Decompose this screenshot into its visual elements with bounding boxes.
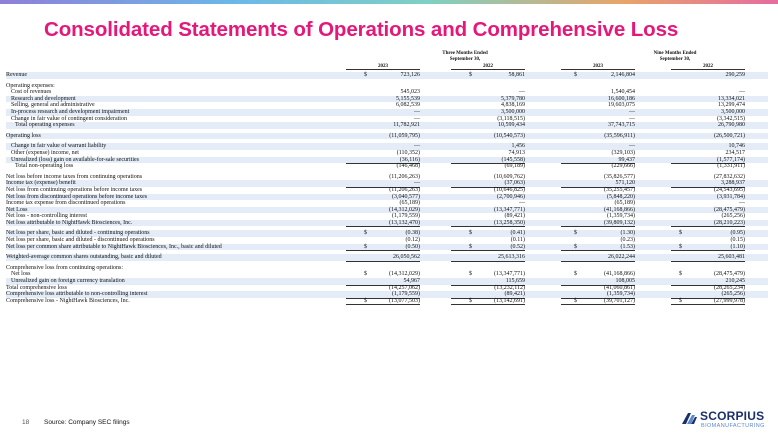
value-cell: 10,599,434 (498, 122, 525, 129)
dollar-sign: $ (679, 230, 682, 237)
value-cell: — (629, 108, 635, 115)
dollar-sign: $ (679, 297, 682, 304)
value-cell: (0.95) (730, 230, 745, 237)
value-cell: (11,206,263) (389, 186, 420, 193)
dollar-sign: $ (364, 271, 367, 278)
year-col-2: 2022 (451, 64, 525, 70)
value-cell: 4,838,169 (501, 102, 525, 109)
table-row (6, 207, 768, 214)
page-number: 18 (22, 419, 30, 426)
source-note: Source: Company SEC filings (44, 419, 130, 426)
value-cell: (13,258,350) (451, 220, 525, 228)
row-label: Change in fair value of contingent consideration (11, 115, 127, 122)
value-cell: (13,142,691) (451, 298, 525, 306)
value-cell: 723,126 (400, 72, 420, 78)
value-cell: (28,210,223) (671, 220, 745, 228)
value-cell: 1,540,454 (611, 89, 635, 96)
value-cell: (36,116) (346, 157, 420, 165)
row-label: Income tax expense from discontinued operations (6, 200, 126, 207)
value-cell: — (414, 143, 420, 150)
row-label: Net loss before income taxes from continuing operations (6, 173, 143, 180)
value-cell: (13,077,503) (346, 298, 420, 306)
value-cell: (14,312,029) (389, 271, 420, 278)
value-cell: (26,500,721) (714, 132, 745, 139)
value-cell: (3,931,784) (717, 193, 745, 200)
dollar-sign: $ (469, 230, 472, 237)
value-cell: — (346, 116, 420, 124)
company-logo (680, 408, 772, 432)
value-cell: (0.12) (346, 237, 420, 245)
value-cell: — (414, 108, 420, 115)
value-cell: (65,189) (346, 200, 420, 208)
value-cell: (10,609,762) (494, 173, 525, 180)
table-row (6, 150, 768, 157)
value-cell: (69,189) (504, 163, 525, 170)
value-cell: 13,299,474 (718, 102, 745, 109)
row-label: Weighted-average common shares outstanding, basic and diluted (6, 254, 162, 261)
value-cell: (1,179,559) (346, 291, 420, 299)
value-cell: — (671, 200, 745, 208)
value-cell: 58,861 (508, 72, 525, 78)
dollar-sign: $ (574, 271, 577, 278)
value-cell: — (739, 89, 745, 96)
value-cell: (3,040,577) (392, 193, 420, 200)
value-cell: 5,379,780 (501, 95, 525, 102)
value-cell: 99,437 (561, 157, 635, 165)
three-months-sublabel: September 30, (449, 57, 481, 62)
table-row (6, 174, 768, 181)
value-cell: (1.10) (671, 244, 745, 252)
dollar-sign: $ (574, 230, 577, 237)
table-row (6, 83, 768, 90)
value-cell: 5,155,539 (396, 95, 420, 102)
dollar-sign: $ (469, 271, 472, 278)
value-cell: 2,146,804 (611, 72, 635, 78)
value-cell: (13,347,771) (494, 271, 525, 278)
row-label: Net loss per share, basic and diluted - continuing operations (6, 230, 150, 237)
scorpius-logo-icon (680, 410, 698, 428)
year-col-4: 2022 (671, 64, 745, 70)
row-label: Operating expenses: (6, 82, 55, 89)
logo-name: SCORPIUS (700, 409, 765, 423)
dollar-sign: $ (469, 297, 472, 304)
dollar-sign: $ (469, 243, 472, 250)
table-row (6, 298, 768, 305)
value-cell: (89,421) (451, 291, 525, 299)
row-label: Revenue (6, 72, 27, 78)
value-cell: (35,255,457) (604, 186, 635, 193)
value-cell: 26,050,562 (346, 254, 420, 262)
value-cell: 11,782,921 (393, 122, 420, 129)
value-cell: 25,613,316 (451, 254, 525, 262)
row-label: Net loss per common share attributable to NightHawk Biosciences, Inc., basic and diluted (6, 243, 222, 250)
value-cell: (0.50) (346, 244, 420, 252)
value-cell: (1,359,734) (561, 291, 635, 299)
value-cell: 545,023 (400, 89, 420, 96)
row-label: Research and development (11, 95, 76, 102)
logo-subtitle: BIOMANUFACTURING (701, 423, 765, 429)
value-cell: (265,256) (671, 213, 745, 221)
slide-title: Consolidated Statements of Operations and Comprehensive Loss (44, 18, 679, 41)
row-label: Comprehensive loss - NightHawk Biosciences, Inc. (6, 297, 130, 304)
table-row (6, 72, 768, 79)
table-row (6, 143, 768, 150)
dollar-sign: $ (469, 72, 472, 78)
value-cell: (265,256) (671, 291, 745, 299)
table-row (6, 89, 768, 96)
value-cell: 54,967 (346, 278, 420, 286)
value-cell: (0.52) (451, 244, 525, 252)
row-label: Income tax (expense) benefit (6, 180, 76, 187)
nine-months-label: Nine Months Ended (653, 51, 697, 56)
value-cell: (37,063) (451, 180, 525, 188)
table-row (6, 102, 768, 109)
row-label: Total comprehensive loss (6, 284, 67, 291)
value-cell: (1.30) (620, 230, 635, 237)
row-label: Net loss (11, 271, 31, 278)
row-label: Net Loss (6, 206, 28, 213)
value-cell: (41,060,861) (604, 284, 635, 291)
value-cell: 210,245 (671, 278, 745, 286)
value-cell: (2,700,946) (497, 193, 525, 200)
table-row (6, 265, 768, 272)
value-cell: (329,103) (611, 149, 635, 156)
dollar-sign: $ (364, 230, 367, 237)
value-cell: (35,826,577) (604, 173, 635, 180)
row-label: Net loss per share, basic and diluted - discontinued operations (6, 237, 155, 244)
value-cell: 26,790,980 (718, 122, 745, 129)
value-cell: (28,265,234) (714, 284, 745, 291)
financial-table (6, 72, 768, 304)
value-cell: 26,022,244 (561, 254, 635, 262)
row-label: Net loss from discontinued operations before income taxes (6, 193, 148, 200)
row-label: Net loss from continuing operations before income taxes (6, 186, 143, 193)
table-row (6, 116, 768, 123)
dollar-sign: $ (364, 243, 367, 250)
dollar-sign: $ (574, 243, 577, 250)
value-cell: (3,342,515) (671, 116, 745, 124)
value-cell: (41,168,866) (604, 271, 635, 278)
table-row (6, 285, 768, 292)
value-cell: (24,543,695) (714, 186, 745, 193)
value-cell: (10,646,825) (494, 186, 525, 193)
table-row (6, 213, 768, 220)
row-label: Net loss - non-controlling interest (6, 213, 87, 220)
value-cell: 115,659 (451, 278, 525, 286)
value-cell: 37,743,715 (608, 122, 635, 129)
value-cell: — (519, 89, 525, 96)
value-cell: (41,168,866) (604, 206, 635, 213)
table-row (6, 163, 768, 170)
value-cell: 3,288,937 (671, 180, 745, 188)
value-cell: (11,206,263) (389, 173, 420, 180)
value-cell: (0.23) (561, 237, 635, 245)
table-row (6, 200, 768, 207)
value-cell: 74,913 (508, 149, 525, 156)
value-cell: (1,179,559) (346, 213, 420, 221)
dollar-sign: $ (679, 271, 682, 278)
table-row (6, 96, 768, 103)
row-label: Unrealized gain on foreign currency translation (11, 278, 125, 285)
value-cell: 1,456 (511, 143, 525, 150)
row-label: Net loss attributable to NightHawk Biosciences, Inc. (6, 219, 133, 226)
value-cell: (14,257,062) (389, 284, 420, 291)
value-cell: (1,331,911) (717, 163, 745, 170)
value-cell: (1,577,174) (671, 157, 745, 165)
value-cell: (35,596,911) (604, 132, 635, 139)
value-cell: (0.38) (405, 230, 420, 237)
year-col-1: 2023 (346, 64, 420, 70)
value-cell: 234,517 (725, 149, 745, 156)
row-label: Selling, general and administrative (11, 102, 95, 109)
value-cell: (5,848,220) (607, 193, 635, 200)
dollar-sign: $ (679, 243, 682, 250)
value-cell: — (561, 116, 635, 124)
value-cell: (11,059,795) (389, 132, 420, 139)
table-row (6, 157, 768, 164)
value-cell: (146,468) (396, 163, 420, 170)
value-cell: (27,832,632) (714, 173, 745, 180)
table-row (6, 254, 768, 261)
value-cell: (13,232,112) (494, 284, 525, 291)
row-label: Total non-operating loss (15, 163, 74, 170)
value-cell: (1,359,734) (561, 213, 635, 221)
value-cell: (1.53) (561, 244, 635, 252)
three-months-label: Three Months Ended (442, 51, 488, 56)
value-cell: (39,809,132) (561, 220, 635, 228)
value-cell: — (451, 200, 525, 208)
table-row (6, 230, 768, 237)
year-headers (360, 64, 740, 70)
value-cell: (0.15) (671, 237, 745, 245)
value-cell: 13,334,021 (718, 95, 745, 102)
value-cell: (3,118,515) (451, 116, 525, 124)
value-cell: 108,005 (561, 278, 635, 286)
table-row (6, 278, 768, 285)
table-row (6, 122, 768, 129)
value-cell: (28,475,479) (714, 271, 745, 278)
value-cell: (13,347,771) (494, 206, 525, 213)
value-cell: (27,999,978) (671, 298, 745, 306)
value-cell: — (346, 180, 420, 188)
value-cell: 290,259 (725, 72, 745, 78)
value-cell: 25,603,481 (671, 254, 745, 262)
value-cell: 10,746 (728, 143, 745, 150)
value-cell: (65,189) (561, 200, 635, 208)
row-label: In-process research and development impairment (11, 108, 130, 115)
dollar-sign: $ (574, 72, 577, 78)
value-cell: 3,500,000 (501, 108, 525, 115)
table-row (6, 133, 768, 140)
row-label: Total operating expenses (15, 122, 75, 129)
value-cell: (10,540,573) (494, 132, 525, 139)
nine-months-sublabel: September 30, (659, 57, 691, 62)
value-cell: (145,558) (451, 157, 525, 165)
value-cell: (0.41) (510, 230, 525, 237)
row-label: Other (expense) income, net (11, 149, 79, 156)
table-row (6, 244, 768, 251)
dollar-sign: $ (574, 297, 577, 304)
value-cell: (110,352) (396, 149, 420, 156)
row-label: Unrealized (loss) gain on available-for-sale securities (11, 156, 139, 163)
table-row (6, 180, 768, 187)
dollar-sign: $ (364, 72, 367, 78)
row-label: Operating loss (6, 132, 41, 139)
value-cell: (14,312,029) (389, 206, 420, 213)
value-cell: (0.11) (451, 237, 525, 245)
row-label: Comprehensive loss attributable to non-controlling interest (6, 291, 148, 298)
value-cell: 16,600,186 (608, 95, 635, 102)
top-accent-bar (0, 0, 778, 4)
value-cell: (39,701,127) (561, 298, 635, 306)
row-label: Cost of revenues (11, 89, 52, 96)
value-cell: (28,475,479) (714, 206, 745, 213)
value-cell: (13,132,470) (346, 220, 420, 228)
table-row (6, 291, 768, 298)
value-cell: 19,603,075 (608, 102, 635, 109)
table-row (6, 109, 768, 116)
value-cell: (89,421) (451, 213, 525, 221)
value-cell: 6,082,539 (396, 102, 420, 109)
row-label: Comprehensive loss from continuing operations: (6, 264, 123, 271)
value-cell: 571,120 (561, 180, 635, 188)
dollar-sign: $ (364, 297, 367, 304)
row-label: Change in fair value of warrant liability (11, 143, 107, 150)
value-cell: (229,666) (611, 163, 635, 170)
table-row (6, 237, 768, 244)
table-row (6, 220, 768, 227)
value-cell: — (629, 143, 635, 150)
year-col-3: 2023 (561, 64, 635, 70)
value-cell: 3,500,000 (721, 108, 745, 115)
table-row (6, 187, 768, 194)
